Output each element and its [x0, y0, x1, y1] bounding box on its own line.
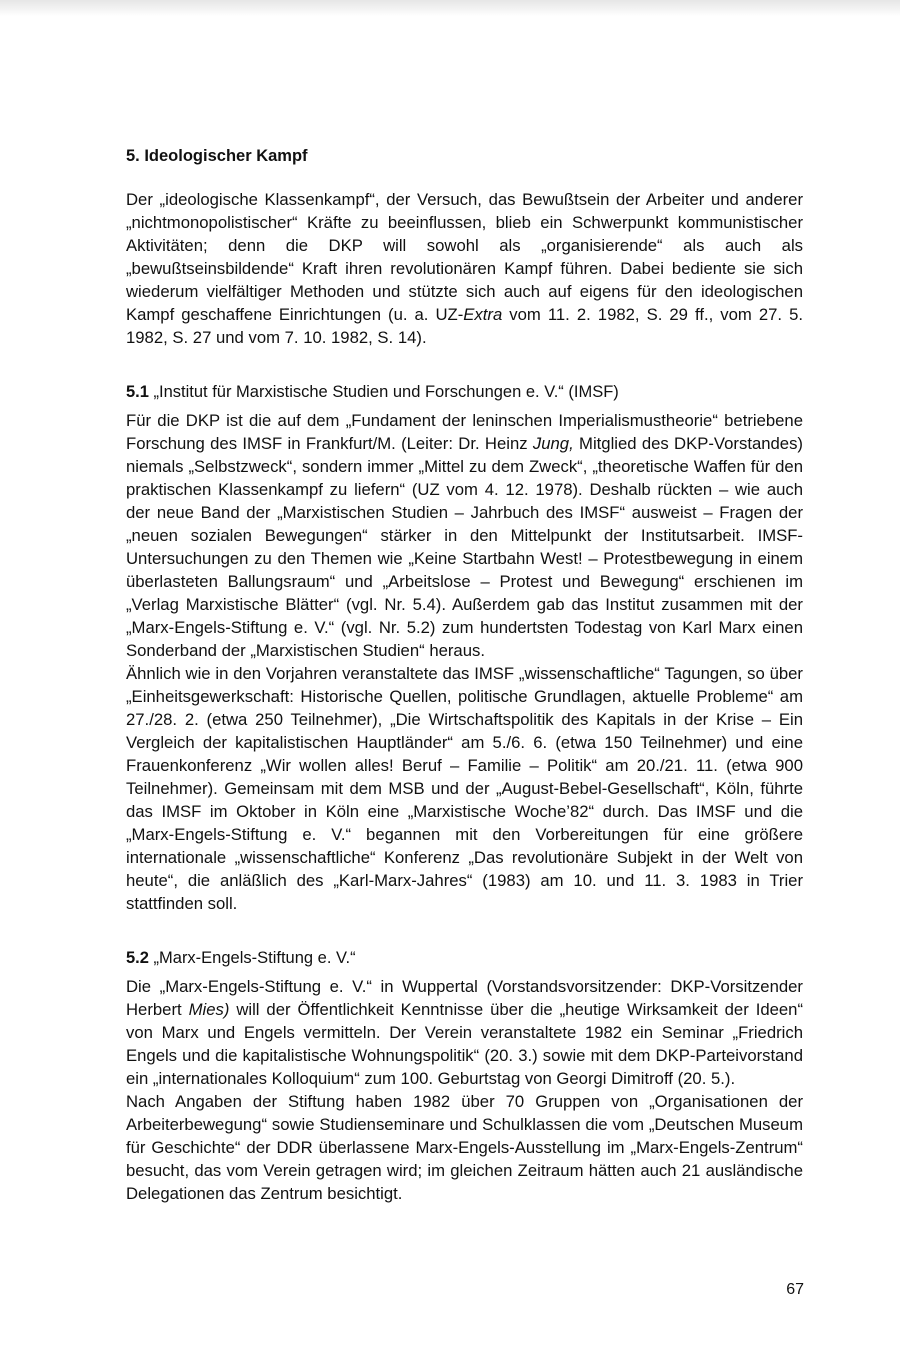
scan-top-edge	[0, 0, 900, 16]
intro-text-b: vom 11. 2. 1982, S. 29 ff., vom 27. 5. 1982, S. 27 und vom 7. 10. 1982, S. 14).	[126, 305, 803, 347]
subsection-5-2-title: „Marx-Engels-Stiftung e. V.“	[148, 949, 356, 967]
stiftung-p1-text-a: Die „Marx-Engels-Stiftung e. V.“ in Wuppertal (Vorstandsvorsitzender: DKP-Vorsitzender Herbert	[126, 977, 803, 1019]
subsection-5-1-number: 5.1	[126, 383, 149, 401]
subsection-5-1-heading	[126, 382, 803, 402]
imsf-paragraph-1	[126, 409, 803, 662]
subsection-5-1-title: „Institut für Marxistische Studien und Forschungen e. V.“ (IMSF)	[148, 383, 619, 401]
stiftung-paragraph-2: Nach Angaben der Stiftung haben 1982 über 70 Gruppen von „Organisationen der Arbeiterbewegung“ sowie Studienseminare und Schulklassen die vom „Deutschen Museum für Geschichte“ der DDR überlassene Marx-Engels-Ausstellung im „Marx-Engels-Zentrum“ besucht, das vom Verein getragen wird; im gleichen Zeitraum hätten auch 21 ausländische Delegationen das Zentrum besichtigt.	[126, 1092, 803, 1203]
imsf-paragraph-2: Ähnlich wie in den Vorjahren veranstaltete das IMSF „wissenschaftliche“ Tagungen, so über „Einheitsgewerkschaft: Historische Quellen, politische Grundlagen, aktuelle Probleme“ am 27./28. 2. (etwa 250 Teilnehmer), „Die Wirtschaftspolitik des Kapitals in der Krise – Ein Vergleich der kapitalistischen Hauptländer“ am 5./6. 6. (etwa 150 Teilnehmer) und eine Frauenkonferenz „Wir wollen alles! Beruf – Familie – Politik“ am 20./21. 11. (etwa 900 Teilnehmer). Gemeinsam mit dem MSB und der „August-Bebel-Gesellschaft“, Köln, führte das IMSF im Oktober in Köln eine „Marxistische Woche’82“ durch. Das IMSF und die „Marx-Engels-Stiftung e. V.“ begannen mit den Vorbereitungen für eine größere internationale „wissenschaftliche“ Konferenz „Das revolutionäre Subjekt in der Welt von heute“, die anläßlich des „Karl-Marx-Jahres“ (1983) am 10. und 11. 3. 1983 in Trier stattfinden soll.	[126, 664, 803, 913]
subsection-5-2-number: 5.2	[126, 949, 149, 967]
page-number: 67	[786, 1281, 804, 1298]
imsf-p1-text-a: Für die DKP ist die auf dem „Fundament der leninschen Imperialismustheorie“ betriebene Forschung des IMSF in Frankfurt/M. (Leiter: Dr. Heinz	[126, 411, 803, 453]
stiftung-paragraph-1	[126, 975, 803, 1090]
imsf-p1-text-b: Mitglied des DKP-Vorstandes) niemals „Selbstzweck“, sondern immer „Mittel zu dem Zweck“, „theoretische Waffen für den praktischen Klassenkampf zu liefern“ (UZ vom 4. 12. 1978). Deshalb rückten – wie auch der neue Band der „Marxistischen Studien – Jahrbuch des IMSF“ ausweist – Fragen der „neuen sozialen Bewegungen“ stärker in den Mittelpunkt der Institutsarbeit. IMSF-Untersuchungen zu den Themen wie „Keine Startbahn West! – Protestbewegung in einem überlasteten Ballungsraum“ und „Arbeitslose – Protest und Bewegung“ erschienen im „Verlag Marxistische Blätter“ (vgl. Nr. 5.4). Außerdem gab das Institut zusammen mit der „Marx-Engels-Stiftung e. V.“ (vgl. Nr. 5.2) zum hundertsten Todestag von Karl Marx einen Sonderband der „Marxistischen Studien“ heraus.	[126, 434, 803, 660]
document-page	[126, 146, 803, 1205]
intro-emphasis-extra: Extra	[463, 305, 503, 324]
subsection-5-2-heading	[126, 948, 803, 968]
intro-paragraph	[126, 188, 803, 349]
intro-text-a: Der „ideologische Klassenkampf“, der Versuch, das Bewußtsein der Arbeiter und anderer „nichtmonopolistischer“ Kräfte zu beeinflussen, blieb ein Schwerpunkt kommunistischer Aktivitäten; denn die DKP will sowohl als „organisierende“ als auch als „bewußtseinsbildende“ Kraft ihren revolutionären Kampf führen. Dabei bediente sie sich wiederum vielfältiger Methoden und stützte sich auch auf eigens für den ideologischen Kampf geschaffene Einrichtungen (u. a. UZ-	[126, 190, 803, 324]
stiftung-p1-emphasis-name: Mies)	[188, 1000, 230, 1019]
imsf-p1-emphasis-name: Jung,	[532, 434, 574, 453]
section-gap	[126, 349, 803, 382]
section-gap	[126, 915, 803, 948]
stiftung-p1-text-b: will der Öffentlichkeit Kenntnisse über die „heutige Wirksamkeit der Ideen“ von Marx und Engels vermitteln. Der Verein veranstaltete 1982 ein Seminar „Friedrich Engels und die kapitalistische Wohnungspolitik“ (20. 3.) sowie mit dem DKP-Parteivorstand ein „internationales Kolloquium“ zum 100. Geburtstag von Georgi Dimitroff (20. 5.).	[126, 1000, 804, 1088]
section-heading: 5. Ideologischer Kampf	[126, 147, 308, 165]
